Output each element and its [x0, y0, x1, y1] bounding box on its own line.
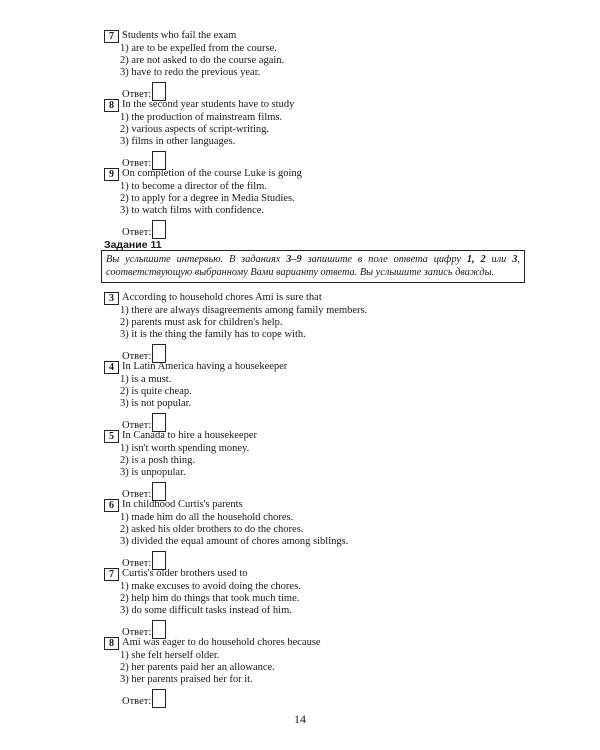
instruction-text: или [485, 254, 513, 265]
question-number: 8 [104, 637, 119, 650]
question-number: 5 [104, 430, 119, 443]
answer-label: Ответ: [122, 158, 152, 169]
option: 2) various aspects of script-writing. [120, 124, 270, 135]
option: 3) have to redo the previous year. [120, 67, 261, 78]
question-number: 7 [104, 30, 119, 43]
question-text: In Canada to hire a housekeeper [122, 430, 257, 441]
answer-box[interactable] [152, 689, 166, 708]
question-block [104, 30, 524, 101]
option: 1) isn't worth spending money. [120, 443, 250, 454]
option: 1) to become a director of the film. [120, 181, 267, 192]
answer-label: Ответ: [122, 696, 152, 707]
option: 3) divided the equal amount of chores among siblings. [120, 536, 349, 547]
option: 3) is not popular. [120, 398, 192, 409]
answer-label: Ответ: [122, 351, 152, 362]
instruction-text: Вы услышите интервью. В заданиях [106, 254, 287, 265]
option: 1) made him do all the household chores. [120, 512, 294, 523]
question-text: According to household chores Ami is sure that [122, 292, 322, 303]
task-instruction [101, 250, 525, 283]
question-block [104, 568, 524, 639]
question-block [104, 430, 524, 501]
question-number: 8 [104, 99, 119, 112]
question-text: In the second year students have to study [122, 99, 295, 110]
question-text: In childhood Curtis's parents [122, 499, 243, 510]
instruction-text: , соответствующую выбранному Вами варианту ответа. Вы услышите запись дважды. [106, 254, 520, 278]
option: 3) do some difficult tasks instead of him. [120, 605, 292, 616]
question-text: Ami was eager to do household chores because [122, 637, 321, 648]
option: 2) her parents paid her an allowance. [120, 662, 275, 673]
question-text: In Latin America having a housekeeper [122, 361, 288, 372]
task-title: Задание 11 [104, 239, 162, 251]
instruction-bold: 1, 2 [466, 254, 486, 265]
question-number: 6 [104, 499, 119, 512]
page-number: 14 [294, 712, 306, 726]
instruction-bold: 3–9 [286, 254, 302, 265]
option: 2) is a posh thing. [120, 455, 195, 466]
answer-label: Ответ: [122, 227, 152, 238]
option: 3) it is the thing the family has to cope with. [120, 329, 306, 340]
option: 1) are to be expelled from the course. [120, 43, 277, 54]
option: 2) help him do things that took much time. [120, 593, 300, 604]
question-block [104, 637, 524, 708]
question-block [104, 168, 524, 239]
answer-label: Ответ: [122, 489, 152, 500]
question-text: Students who fail the exam [122, 30, 237, 41]
question-block [104, 99, 524, 170]
option: 1) there are always disagreements among family members. [120, 305, 368, 316]
option: 3) films in other languages. [120, 136, 236, 147]
question-text: On completion of the course Luke is going [122, 168, 302, 179]
question-number: 7 [104, 568, 119, 581]
answer-box[interactable] [152, 220, 166, 239]
option: 2) to apply for a degree in Media Studies. [120, 193, 295, 204]
option: 2) is quite cheap. [120, 386, 192, 397]
answer-label: Ответ: [122, 558, 152, 569]
question-block [104, 499, 524, 570]
instruction-text: запишите в поле ответа цифру [301, 254, 467, 265]
question-block [104, 292, 524, 363]
question-number: 4 [104, 361, 119, 374]
option: 1) the production of mainstream films. [120, 112, 283, 123]
option: 1) is a must. [120, 374, 172, 385]
option: 2) are not asked to do the course again. [120, 55, 285, 66]
option: 3) is unpopular. [120, 467, 186, 478]
question-number: 9 [104, 168, 119, 181]
question-number: 3 [104, 292, 119, 305]
option: 3) to watch films with confidence. [120, 205, 265, 216]
option: 1) she felt herself older. [120, 650, 220, 661]
instruction-bold: 3 [512, 254, 518, 265]
option: 2) asked his older brothers to do the chores. [120, 524, 304, 535]
option: 2) parents must ask for children's help. [120, 317, 283, 328]
question-block [104, 361, 524, 432]
question-text: Curtis's older brothers used to [122, 568, 248, 579]
answer-label: Ответ: [122, 89, 152, 100]
option: 3) her parents praised her for it. [120, 674, 253, 685]
option: 1) make excuses to avoid doing the chores. [120, 581, 301, 592]
answer-label: Ответ: [122, 627, 152, 638]
answer-label: Ответ: [122, 420, 152, 431]
